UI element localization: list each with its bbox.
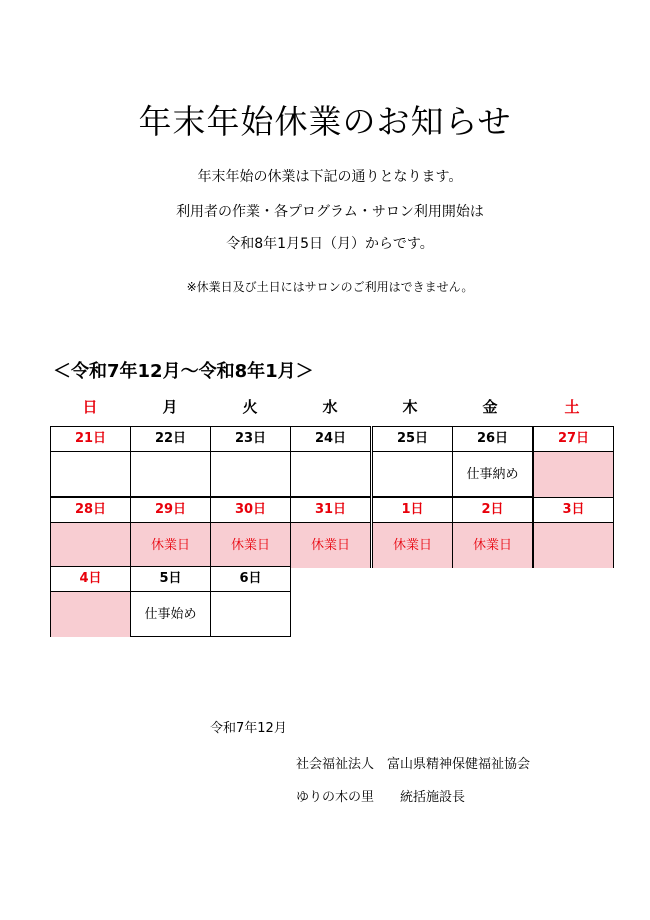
- intro-line-3: 令和8年1月5日（月）からです。: [226, 236, 434, 252]
- calendar-day-note: [51, 592, 130, 637]
- calendar-day-date: 21日: [51, 427, 130, 452]
- calendar-day-cell: [452, 497, 533, 568]
- weekday-saturday: 土: [564, 398, 580, 416]
- calendar-heading: ＜令和7年12月～令和8年1月＞: [53, 361, 314, 382]
- calendar-day-cell: [210, 426, 291, 497]
- calendar-day-cell: [130, 566, 211, 637]
- calendar-day-note: [291, 452, 370, 497]
- calendar-day-cell: [372, 497, 453, 568]
- calendar-day-note: 休業日: [373, 523, 452, 568]
- footer-organization: 社会福祉法人 富山県精神保健福祉協会: [296, 757, 531, 772]
- weekday-thursday: 木: [402, 398, 418, 416]
- calendar-day-date: 27日: [534, 427, 613, 452]
- weekday-tuesday: 火: [242, 398, 258, 416]
- calendar-day-note: 仕事始め: [144, 607, 197, 622]
- weekday-monday: 月: [162, 398, 178, 416]
- intro-line-1: 年末年始の休業は下記の通りとなります。: [197, 169, 463, 185]
- page-title: 年末年始休業のお知らせ: [138, 102, 512, 141]
- calendar-day-date: 3日: [534, 498, 613, 523]
- calendar-day-note: [534, 452, 613, 497]
- calendar-day-cell: [372, 426, 453, 497]
- calendar-day-date: 2日: [453, 498, 532, 523]
- calendar-day-note: [373, 452, 452, 497]
- calendar-day-note: 休業日: [131, 523, 210, 568]
- calendar-day-note: [131, 452, 210, 497]
- calendar-day-date: 31日: [291, 498, 370, 523]
- calendar-day-cell: [210, 566, 291, 637]
- calendar-day-note: 休業日: [453, 523, 532, 568]
- weekday-sunday: 日: [82, 398, 98, 416]
- calendar-day-cell: [130, 497, 211, 568]
- calendar-day-cell: [533, 497, 614, 568]
- calendar-day-cell: [533, 426, 614, 497]
- calendar-day-date: 23日: [211, 427, 290, 452]
- calendar-day-note: [211, 592, 290, 637]
- calendar-day-date: 1日: [373, 498, 452, 523]
- footer-date: 令和7年12月: [210, 721, 287, 736]
- calendar-day-date: 6日: [211, 567, 290, 592]
- calendar-day-cell: [290, 426, 371, 497]
- calendar-day-cell: [130, 426, 211, 497]
- intro-line-2: 利用者の作業・各プログラム・サロン利用開始は: [176, 204, 484, 220]
- calendar-day-date: 29日: [131, 498, 210, 523]
- calendar-day-cell: [50, 497, 131, 568]
- calendar-day-note: [534, 523, 613, 568]
- calendar-day-date: 26日: [453, 427, 532, 452]
- calendar-day-date: 22日: [131, 427, 210, 452]
- calendar-day-cell: [290, 497, 371, 568]
- calendar-day-date: 4日: [51, 567, 130, 592]
- calendar-day-cell: [452, 426, 533, 497]
- calendar-day-note: [211, 452, 290, 497]
- calendar-day-date: 30日: [211, 498, 290, 523]
- calendar-day-date: 24日: [291, 427, 370, 452]
- calendar-day-note: 休業日: [211, 523, 290, 568]
- calendar-day-cell: [50, 426, 131, 497]
- calendar-day-date: 28日: [51, 498, 130, 523]
- calendar-day-note: 休業日: [291, 523, 370, 568]
- notice-note: ※休業日及び土日にはサロンのご利用はできません。: [186, 280, 474, 294]
- calendar-day-note: 仕事納め: [466, 467, 519, 482]
- calendar-day-cell: [50, 566, 131, 637]
- calendar-day-date: 5日: [131, 567, 210, 592]
- calendar-day-cell: [210, 497, 291, 568]
- calendar-day-date: 25日: [373, 427, 452, 452]
- calendar-day-note: [51, 452, 130, 497]
- weekday-friday: 金: [482, 398, 498, 416]
- weekday-wednesday: 水: [322, 398, 338, 416]
- footer-signer: ゆりの木の里 統括施設長: [296, 790, 466, 805]
- calendar-day-note: [51, 523, 130, 568]
